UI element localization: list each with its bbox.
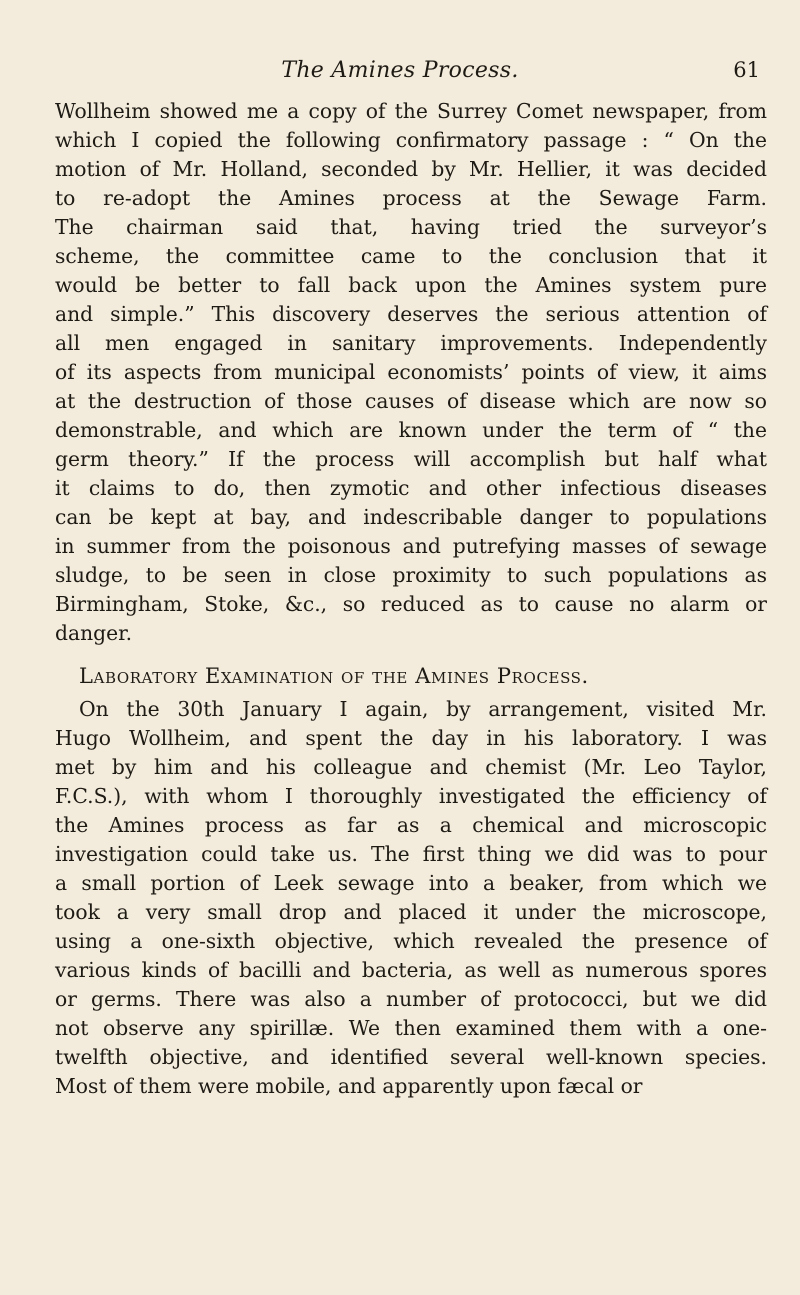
text-line: On the 30th January I again, by arrangement, visited Mr. (79, 697, 767, 721)
running-head (0, 58, 800, 88)
text-line: of its aspects from municipal economists’ points of view, it aims (55, 360, 767, 384)
text-line: the Amines process as far as a chemical and microscopic (55, 813, 767, 837)
text-line: which I copied the following confirmatory passage : “ On the (55, 128, 767, 152)
text-line: danger. (55, 621, 133, 645)
text-line: in summer from the poisonous and putrefying masses of sewage (55, 534, 767, 558)
text-line: to re-adopt the Amines process at the Sewage Farm. (55, 186, 767, 210)
text-line: at the destruction of those causes of disease which are now so (55, 389, 767, 413)
text-line: F.C.S.), with whom I thoroughly investigated the efficiency of (55, 784, 767, 808)
text-line: all men engaged in sanitary improvements. Independently (55, 331, 767, 355)
text-line: The chairman said that, having tried the surveyor’s (55, 215, 767, 239)
text-line: or germs. There was also a number of protococci, but we did (55, 987, 767, 1011)
text-line: demonstrable, and which are known under the term of “ the (55, 418, 767, 442)
text-line: twelfth objective, and identified several well-known species. (55, 1045, 767, 1069)
text-line: various kinds of bacilli and bacteria, as well as numerous spores (55, 958, 767, 982)
text-line: using a one-sixth objective, which revealed the presence of (55, 929, 767, 953)
text-line: Birmingham, Stoke, &c., so reduced as to cause no alarm or (55, 592, 767, 616)
text-line: Hugo Wollheim, and spent the day in his laboratory. I was (55, 726, 767, 750)
text-line: and simple.” This discovery deserves the serious attention of (55, 302, 767, 326)
text-line: it claims to do, then zymotic and other infectious diseases (55, 476, 767, 500)
body-text (55, 97, 767, 1101)
text-line: a small portion of Leek sewage into a beaker, from which we (55, 871, 767, 895)
text-line: met by him and his colleague and chemist (Mr. Leo Taylor, (55, 755, 767, 779)
text-line: would be better to fall back upon the Amines system pure (55, 273, 767, 297)
text-line: Most of them were mobile, and apparently upon fæcal or (55, 1074, 643, 1098)
text-line: can be kept at bay, and indescribable danger to populations (55, 505, 767, 529)
text-line: sludge, to be seen in close proximity to such populations as (55, 563, 767, 587)
paragraph-2 (55, 695, 767, 1101)
text-line: motion of Mr. Holland, seconded by Mr. Hellier, it was decided (55, 157, 767, 181)
running-title: The Amines Process. (281, 58, 519, 83)
text-line: took a very small drop and placed it under the microscope, (55, 900, 767, 924)
page-number: 61 (733, 58, 760, 82)
text-line: not observe any spirillæ. We then examined them with a one- (55, 1016, 767, 1040)
text-line: Wollheim showed me a copy of the Surrey Comet newspaper, from (55, 99, 767, 123)
text-line: germ theory.” If the process will accomplish but half what (55, 447, 767, 471)
paragraph-1 (55, 97, 767, 648)
section-heading: Laboratory Examination of the Amines Process. (79, 664, 589, 688)
text-line: scheme, the committee came to the conclusion that it (55, 244, 767, 268)
text-line: investigation could take us. The first thing we did was to pour (55, 842, 767, 866)
